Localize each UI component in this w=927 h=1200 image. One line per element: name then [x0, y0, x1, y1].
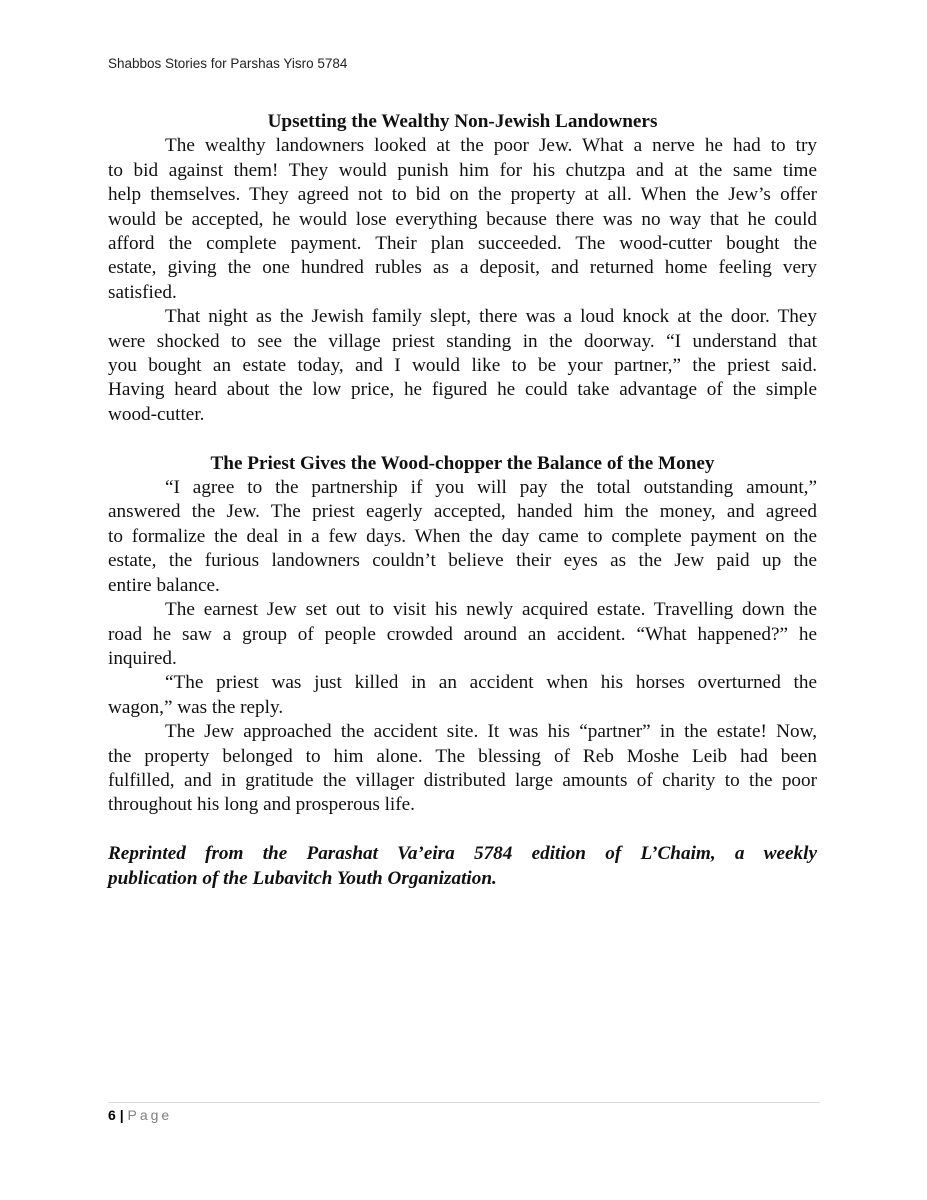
text-line: fulfilled, and in gratitude the villager distributed large amounts of charity to the poor [108, 769, 817, 791]
text-line: “I agree to the partnership if you will pay the total outstanding amount,” [165, 477, 817, 499]
paragraph [108, 671, 817, 720]
text-line: “The priest was just killed in an accident when his horses overturned the [165, 672, 817, 694]
text-line: throughout his long and prosperous life. [108, 794, 415, 816]
credit-spacer [108, 818, 817, 842]
text-line: to formalize the deal in a few days. When the day came to complete payment on the [108, 525, 817, 547]
section-heading: Upsetting the Wealthy Non-Jewish Landowners [267, 111, 658, 132]
paragraph [108, 598, 817, 671]
section-heading: The Priest Gives the Wood-chopper the Balance of the Money [210, 452, 715, 474]
paragraph [108, 134, 817, 305]
reprint-credit [108, 842, 817, 891]
paragraph [108, 720, 817, 818]
text-line: road he saw a group of people crowded around an accident. “What happened?” he [108, 623, 817, 645]
paragraph [108, 476, 817, 598]
page-number: 6 [108, 1107, 116, 1123]
text-line: answered the Jew. The priest eagerly accepted, handed him the money, and agreed [108, 501, 817, 523]
page-label: Page [127, 1107, 173, 1123]
document-body [108, 110, 817, 891]
text-line: inquired. [108, 647, 177, 669]
text-line: The Jew approached the accident site. It was his “partner” in the estate! Now, [165, 721, 817, 743]
section-spacer [108, 427, 817, 451]
text-line: you bought an estate today, and I would like to be your partner,” the priest said. [108, 355, 817, 377]
text-line: wood-cutter. [108, 403, 205, 425]
text-line: help themselves. They agreed not to bid on the property at all. When the Jew’s offer [108, 184, 817, 206]
text-line: would be accepted, he would lose everything because there was no way that he could [108, 208, 817, 230]
text-line: entire balance. [108, 574, 220, 596]
page-footer [108, 1107, 172, 1123]
footer-separator: | [119, 1107, 124, 1123]
text-line: the property belonged to him alone. The blessing of Reb Moshe Leib had been [108, 745, 817, 767]
text-line: Having heard about the low price, he figured he could take advantage of the simple [108, 379, 817, 401]
running-header: Shabbos Stories for Parshas Yisro 5784 [108, 56, 348, 71]
text-line: wagon,” was the reply. [108, 696, 284, 718]
text-line: That night as the Jewish family slept, there was a loud knock at the door. They [165, 306, 817, 328]
paragraph [108, 305, 817, 427]
credit-line: Reprinted from the Parashat Va’eira 5784 edition of L’Chaim, a weekly [108, 843, 817, 865]
footer-divider [108, 1102, 820, 1103]
text-line: satisfied. [108, 281, 177, 303]
text-line: to bid against them! They would punish him for his chutzpa and at the same time [108, 159, 817, 181]
text-line: estate, the furious landowners couldn’t believe their eyes as the Jew paid up the [108, 550, 817, 572]
text-line: were shocked to see the village priest standing in the doorway. “I understand that [108, 330, 817, 352]
text-line: The wealthy landowners looked at the poor Jew. What a nerve he had to try [165, 135, 817, 157]
text-line: estate, giving the one hundred rubles as a deposit, and returned home feeling very [108, 257, 817, 279]
text-line: afford the complete payment. Their plan succeeded. The wood-cutter bought the [108, 233, 817, 255]
text-line: The earnest Jew set out to visit his newly acquired estate. Travelling down the [165, 599, 817, 621]
credit-line: publication of the Lubavitch Youth Organization. [108, 867, 497, 889]
